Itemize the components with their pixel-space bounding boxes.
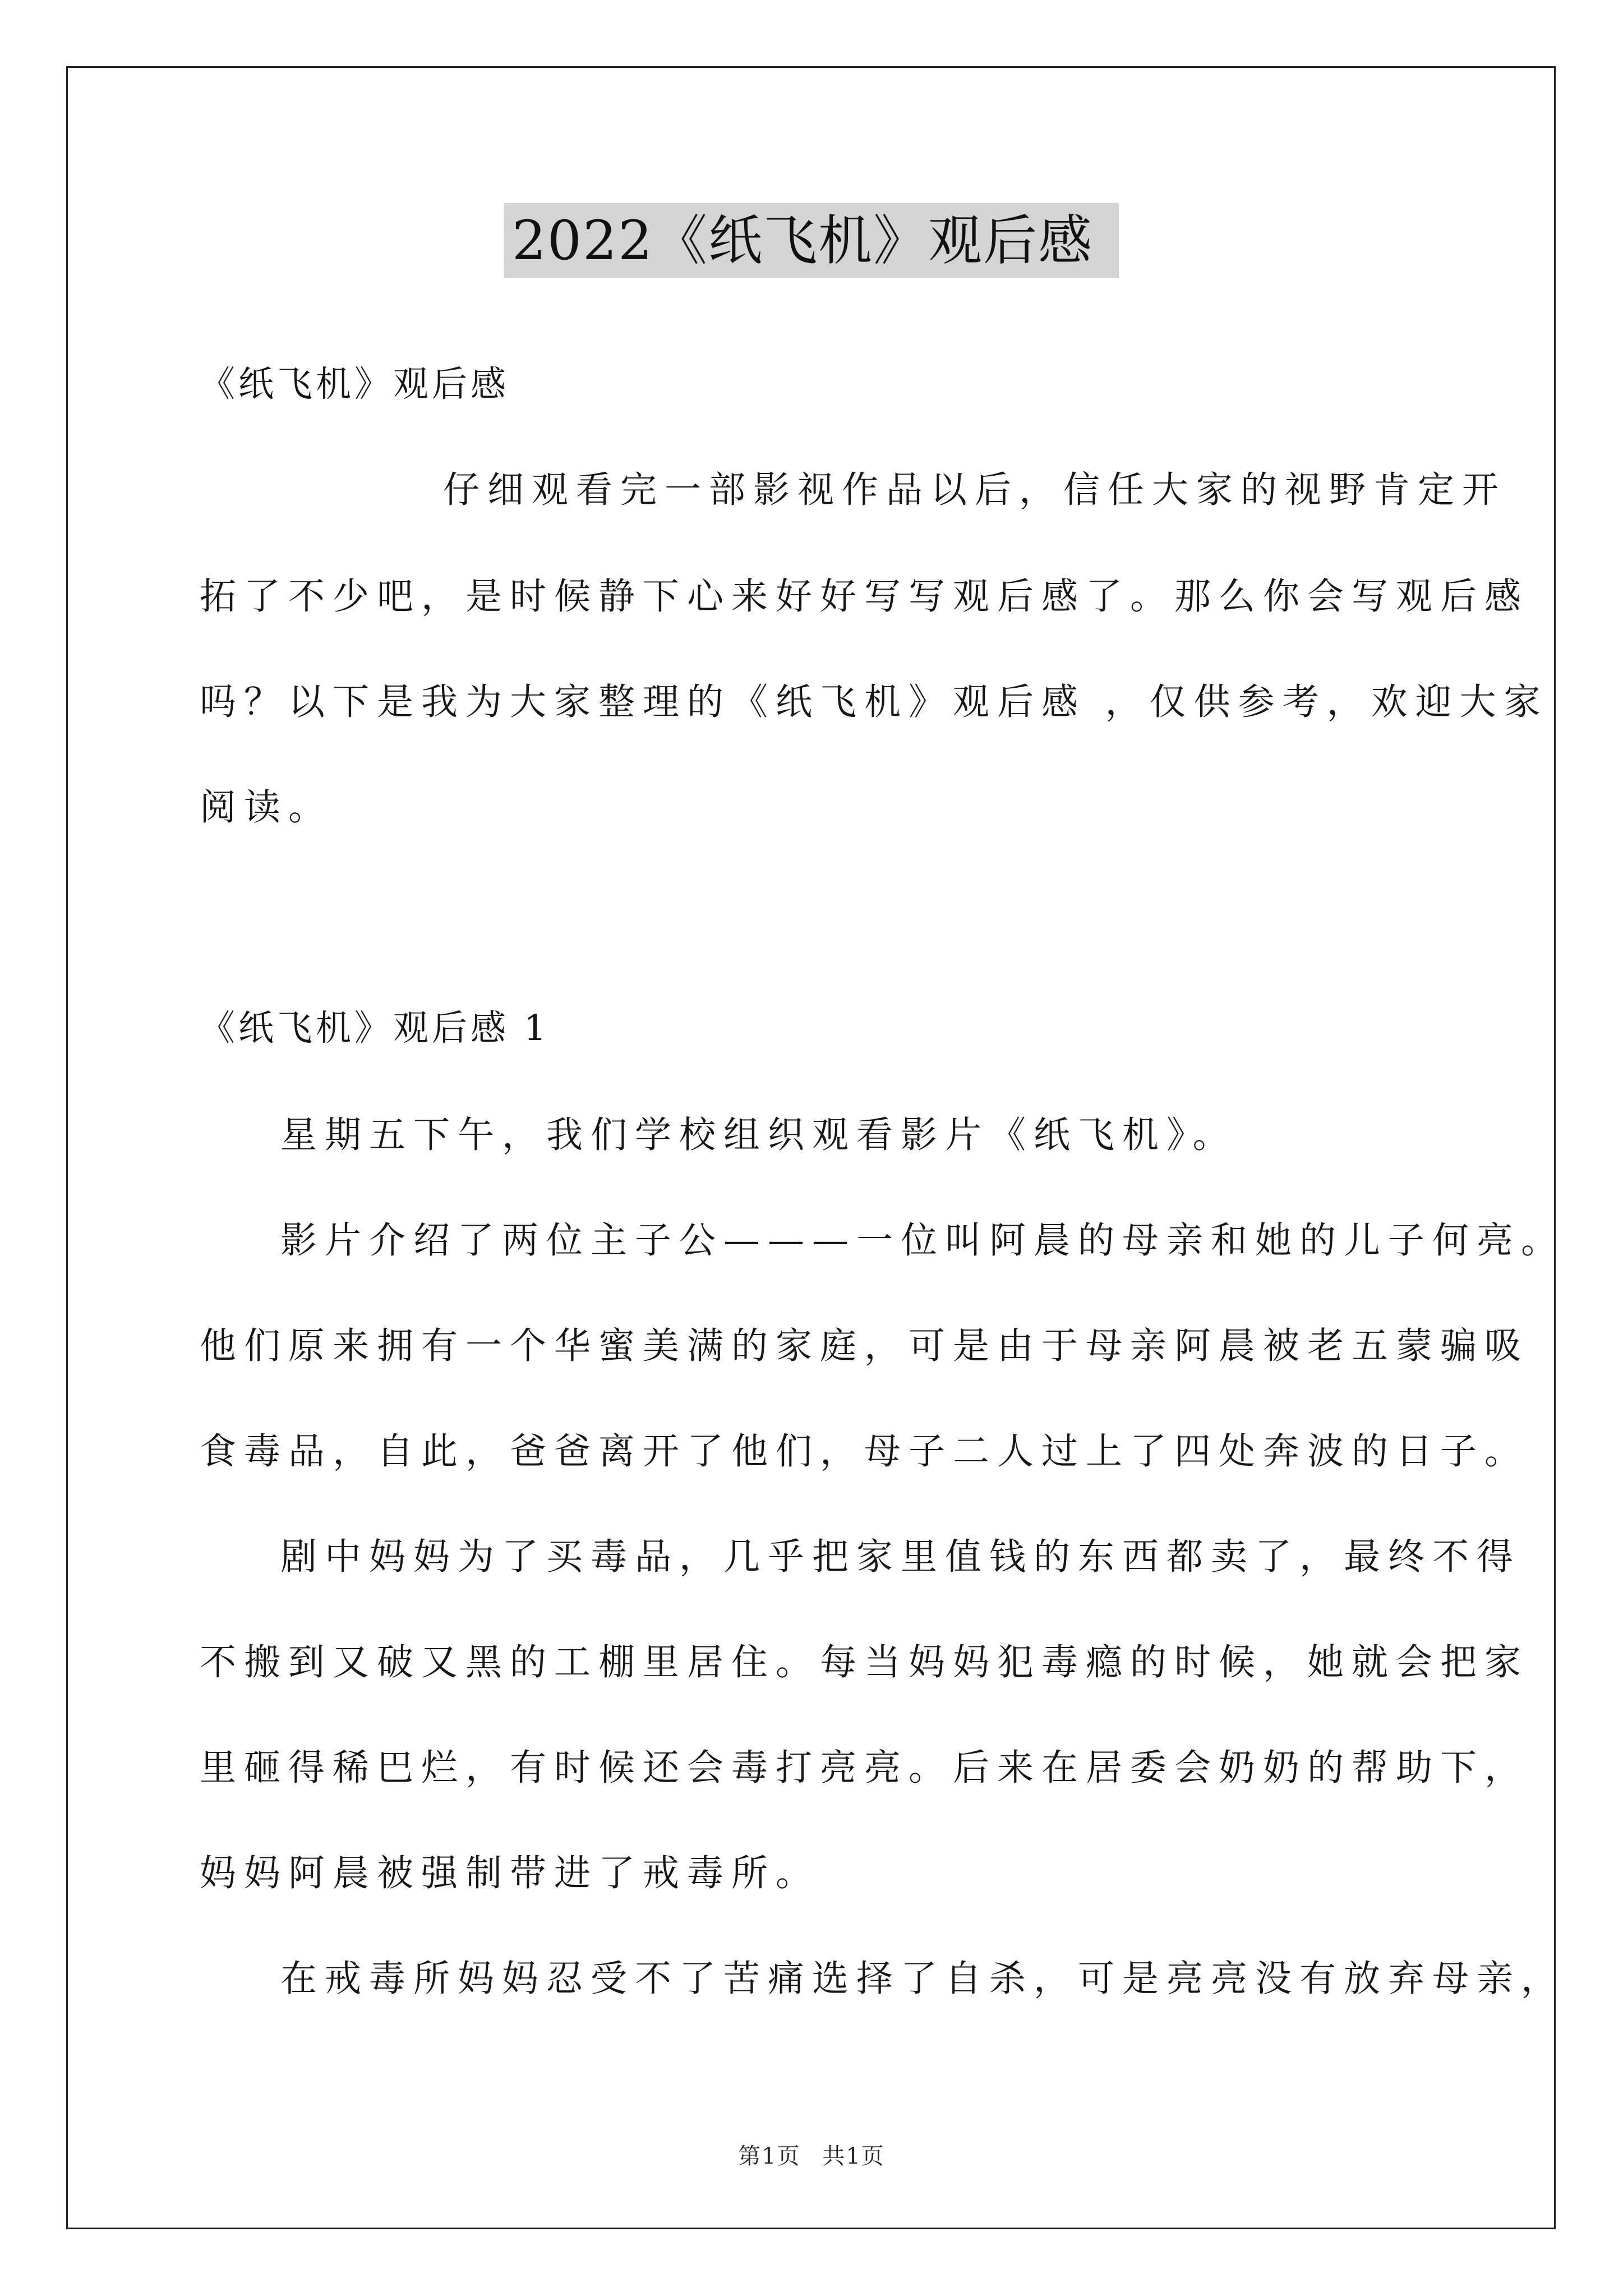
intro-line: 拓了不少吧，是时候静下心来好好写写观后感了。那么你会写观后感 xyxy=(200,576,1529,618)
page-number: 第1页 xyxy=(738,2143,801,2169)
intro-heading: 《纸飞机》观后感 xyxy=(200,364,509,404)
page-footer xyxy=(0,2138,1623,2170)
intro-line: 仔细观看完一部影视作品以后，信任大家的视野肯定开 xyxy=(443,469,1507,511)
paragraph-line: 在戒毒所妈妈忍受不了苦痛选择了自杀，可是亮亮没有放弃母亲， xyxy=(280,1958,1566,2000)
intro-line: 阅读。 xyxy=(200,786,333,829)
paragraph-line: 星期五下午，我们学校组织观看影片《纸飞机》。 xyxy=(280,1114,1237,1156)
section1-heading: 《纸飞机》观后感 1 xyxy=(200,1007,550,1048)
paragraph-line: 不搬到又破又黑的工棚里居住。每当妈妈犯毒瘾的时候，她就会把家 xyxy=(200,1641,1529,1683)
paragraph-line: 妈妈阿晨被强制带进了戒毒所。 xyxy=(200,1852,820,1894)
paragraph-line: 剧中妈妈为了买毒品，几乎把家里值钱的东西都卖了，最终不得 xyxy=(280,1536,1521,1578)
paragraph-line: 他们原来拥有一个华蜜美满的家庭，可是由于母亲阿晨被老五蒙骗吸 xyxy=(200,1325,1529,1367)
paragraph-line: 里砸得稀巴烂，有时候还会毒打亮亮。后来在居委会奶奶的帮助下， xyxy=(200,1747,1529,1789)
document-title: 2022《纸飞机》观后感 xyxy=(504,203,1119,278)
title-wrap xyxy=(0,203,1623,278)
intro-line: 吗？以下是我为大家整理的《纸飞机》观后感 ，仅供参考，欢迎大家 xyxy=(200,681,1548,723)
paragraph-line: 影片介绍了两位主子公———一位叫阿晨的母亲和她的儿子何亮。 xyxy=(280,1220,1566,1262)
page-total: 共1页 xyxy=(822,2143,885,2169)
paragraph-line: 食毒品，自此，爸爸离开了他们，母子二人过上了四处奔波的日子。 xyxy=(200,1430,1529,1473)
